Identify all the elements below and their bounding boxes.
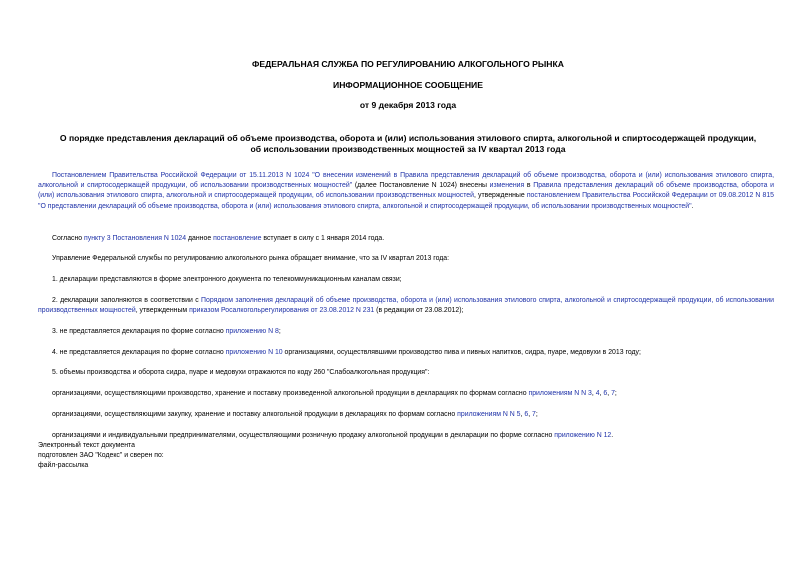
footer-note — [38, 441, 164, 471]
document-date: от 9 декабря 2013 года — [359, 100, 457, 110]
paragraph-2-text-1: Согласно — [52, 235, 85, 242]
paragraph-5-text-3: (в редакции от 23.08.2012); — [374, 307, 464, 315]
paragraph-2-text-3: вступает в силу с 1 января 2014 года. — [261, 235, 385, 242]
separator: , — [599, 390, 604, 397]
link-appendix-10[interactable]: приложению N 10 — [225, 349, 283, 356]
paragraph-10 — [38, 410, 774, 420]
paragraph-5-text-2: , утвержденным — [135, 307, 190, 315]
agency-name: ФЕДЕРАЛЬНАЯ СЛУЖБА ПО РЕГУЛИРОВАНИЮ АЛКОГОЛЬНОГО РЫНКА — [252, 59, 564, 69]
link-appendix-4[interactable]: 4 — [595, 390, 600, 397]
footer-line-3: файл-рассылка — [38, 462, 89, 469]
paragraph-5 — [38, 296, 774, 316]
document-title-line-2: об использовании производственных мощностей за IV квартал 2013 года — [250, 144, 566, 154]
paragraph-3: Управление Федеральной службы по регулированию алкогольного рынка обращает внимание, что за IV квартал 2013 года: — [52, 255, 450, 262]
separator: , — [520, 411, 525, 418]
paragraph-4: 1. декларации представляются в форме электронного документа по телекоммуникационным каналам связи; — [52, 276, 402, 283]
paragraph-6-text-1: 3. не представляется декларация по форме согласно — [52, 328, 226, 335]
paragraph-10-text-1: организациями, осуществляющими закупку, хранение и поставку алкогольной продукции в декларациях по формам согласно — [52, 411, 458, 418]
footer-line-2: подготовлен ЗАО "Кодекс" и сверен по: — [38, 452, 164, 459]
link-order-231[interactable]: приказом Росалкогольрегулирования от 23.08.2012 N 231 — [189, 307, 375, 315]
link-appendix-3[interactable]: приложениям N N 3 — [528, 390, 592, 397]
paragraph-1-text-1: (далее Постановление N 1024) внесены — [352, 182, 490, 190]
link-resolution-815[interactable]: постановлением Правительства Российской Федерации от 09.08.2012 N 815 "О представлении деклараций об объеме производства, оборота и (или) использования этилового спирта, алкогольной и спиртосодержащей продукции, об использовании производственных мощностей" — [38, 192, 774, 210]
paragraph-7-text-1: 4. не представляется декларация по форме согласно — [52, 349, 226, 356]
link-appendix-6b[interactable]: 6 — [524, 411, 529, 418]
paragraph-9 — [38, 389, 774, 399]
link-rules[interactable]: Правила представления деклараций об объеме производства, оборота и (или) использования этилового спирта, алкогольной и спиртосодержащей продукции, об использовании производственных мощностей — [38, 182, 774, 200]
link-changes[interactable]: изменения — [489, 182, 525, 190]
document-title-line-1: О порядке представления деклараций об объеме производства, оборота и (или) использования этилового спирта, алкогольной и спиртосодержащей продукции, — [59, 133, 757, 143]
paragraph-6 — [38, 327, 774, 337]
separator: , — [591, 390, 596, 397]
link-appendix-12[interactable]: приложению N 12 — [554, 432, 612, 439]
document-title — [38, 133, 778, 155]
paragraph-10-text-2: ; — [535, 411, 538, 418]
link-appendix-8[interactable]: приложению N 8 — [225, 328, 279, 335]
separator: , — [528, 411, 533, 418]
paragraph-6-text-2: ; — [278, 328, 281, 335]
link-resolution-1024[interactable]: Постановлением Правительства Российской Федерации от 15.11.2013 N 1024 "О внесении изменений в Правила представления деклараций об объеме производства, оборота и (или) использования этилового спирта, алкогольной и спиртосодержащей продукции, об использовании производственных мощностей" — [38, 172, 774, 190]
footer-line-1: Электронный текст документа — [38, 442, 135, 449]
link-appendix-6[interactable]: 6 — [603, 390, 608, 397]
link-clause-3[interactable]: пункту 3 Постановления N 1024 — [84, 235, 187, 242]
paragraph-9-text-2: ; — [614, 390, 617, 397]
link-appendix-5[interactable]: приложениям N N 5 — [457, 411, 521, 418]
paragraph-11-text-2: . — [611, 432, 614, 439]
link-resolution[interactable]: постановление — [213, 235, 262, 242]
link-appendix-7b[interactable]: 7 — [532, 411, 536, 418]
paragraph-7 — [38, 348, 774, 358]
link-filling-procedure[interactable]: Порядком заполнения деклараций об объеме производства, оборота и (или) использования этилового спирта, алкогольной и спиртосодержащей продукции, об использовании производственных мощностей — [38, 297, 774, 315]
separator: , — [607, 390, 612, 397]
paragraph-5-text-1: 2. декларации заполняются в соответствии с — [52, 297, 202, 304]
paragraph-2 — [38, 234, 774, 244]
paragraph-1-text-2: в — [524, 182, 534, 190]
paragraph-1 — [38, 171, 774, 212]
paragraph-1-text-4: . — [691, 202, 694, 210]
paragraph-9-text-1: организациями, осуществляющими производство, хранение и поставку произведенной алкогольной продукции в декларациях по формам согласно — [52, 390, 529, 397]
document-type: ИНФОРМАЦИОННОЕ СООБЩЕНИЕ — [333, 80, 483, 90]
paragraph-11-text-1: организациями и индивидуальными предпринимателями, осуществляющими розничную продажу алкогольной продукции в декларации по форме согласно — [52, 432, 555, 439]
paragraph-2-text-2: данное — [186, 235, 214, 242]
paragraph-7-text-2: организациями, осуществлявшими производство пива и пивных напитков, сидра, пуаре, медовухи в 2013 году; — [282, 349, 641, 356]
paragraph-8: 5. объемы производства и оборота сидра, пуаре и медовухи отражаются по коду 260 "Слабоалкогольная продукция": — [52, 369, 430, 376]
paragraph-11 — [38, 431, 774, 441]
paragraph-1-text-3: , утвержденные — [473, 192, 527, 200]
link-appendix-7[interactable]: 7 — [611, 390, 615, 397]
